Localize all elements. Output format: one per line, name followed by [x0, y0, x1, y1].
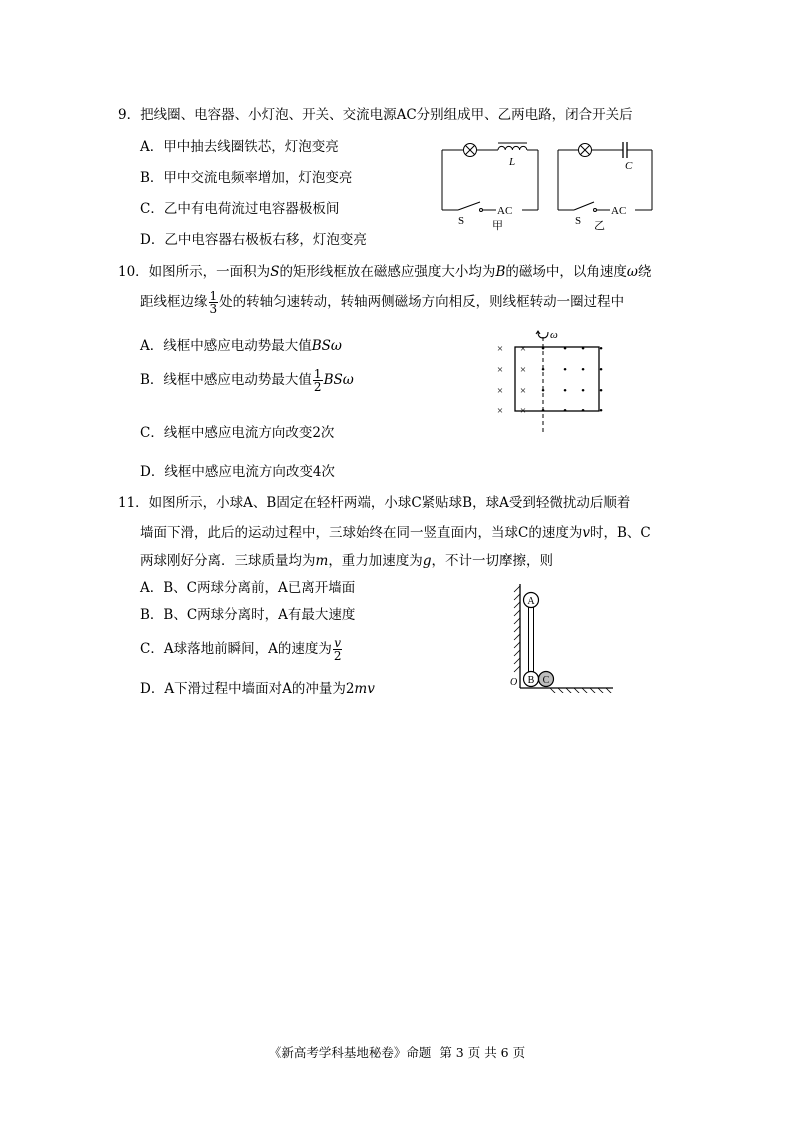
q10-stem-text: 的矩形线框放在磁感应强度大小均为 [279, 264, 496, 280]
q11-balls-wall-figure [500, 578, 620, 693]
q10-stem-text: 绕 [637, 264, 652, 280]
field-dot: • [599, 405, 603, 417]
fraction-denominator: 3 [209, 302, 218, 316]
fraction-denominator: 2 [313, 380, 322, 394]
fraction-denominator: 2 [333, 649, 342, 663]
q9-option-d: D．乙中电容器右极板右移，灯泡变亮 [140, 232, 367, 248]
q11-option-c [140, 631, 343, 667]
q10-stem-line1 [118, 260, 651, 280]
q11-mass-symbol: m [315, 553, 329, 569]
q11-stem-line2 [140, 521, 651, 541]
field-cross: × [519, 405, 527, 417]
q11-stem-text: ，不计一切摩擦，则 [431, 553, 553, 569]
ac-source-label-yi: AC [611, 205, 627, 217]
q11-stem-text: 时，B、C [589, 525, 651, 541]
field-into-page-region [497, 343, 526, 417]
switch-contact [594, 209, 597, 212]
q10-field-symbol: B [495, 264, 506, 280]
q9-stem: 9．把线圈、电容器、小灯泡、开关、交流电源AC分别组成甲、乙两电路，闭合开关后 [118, 107, 633, 123]
field-cross: × [519, 343, 527, 355]
inductor-label: L [509, 156, 516, 168]
q11-velocity-symbol: v [582, 525, 590, 541]
ac-source-label-jia: AC [497, 205, 513, 217]
field-dot: • [581, 405, 585, 417]
field-dot: • [599, 364, 603, 376]
field-cross: × [496, 405, 504, 417]
q10-stem-text: 的磁场中，以角速度 [505, 264, 627, 280]
circuit-yi [558, 150, 652, 210]
q9-option-a: A．甲中抽去线圈铁芯，灯泡变亮 [140, 139, 339, 155]
q11-stem-line1: 11．如图所示，小球A、B固定在轻杆两端，小球C紧贴球B，球A受到轻微扰动后顺着 [118, 495, 631, 511]
ball-a-label: A [527, 596, 535, 607]
q9-option-c: C．乙中有电荷流过电容器极板间 [140, 201, 340, 217]
ball-b-label: B [527, 675, 535, 686]
field-cross: × [496, 385, 504, 397]
q11-option-text: D．A下滑过程中墙面对A的冲量为2 [140, 681, 355, 697]
field-cross: × [519, 385, 527, 397]
fraction-numerator: 1 [313, 367, 322, 381]
fraction-one-half [313, 368, 323, 393]
q10-stem-text: 10．如图所示，一面积为 [118, 264, 271, 280]
q10-magnetic-field-figure [488, 327, 608, 437]
q10-area-symbol: S [270, 264, 280, 280]
lamp-icon [464, 144, 477, 157]
fraction-one-third [209, 290, 219, 315]
q11-stem-text: 两球刚好分离．三球质量均为 [140, 553, 316, 569]
floor-hatch [550, 688, 612, 693]
q10-stem-text: 距线框边缘 [140, 294, 208, 310]
field-dot: • [541, 343, 545, 355]
q11-option-a: A．B、C两球分离前，A已离开墙面 [140, 580, 356, 596]
lamp-icon [579, 144, 592, 157]
field-dot: • [563, 343, 567, 355]
field-cross: × [496, 343, 504, 355]
q10-omega-symbol: ω [626, 264, 638, 280]
q11-stem-text: ，重力加速度为 [328, 553, 423, 569]
q11-stem-line3 [140, 549, 553, 569]
switch-label-jia: S [458, 215, 465, 227]
q10-option-a [140, 334, 342, 354]
q9-circuit-figure [430, 132, 660, 237]
field-dot: • [563, 405, 567, 417]
q11-option-d [140, 677, 375, 697]
q10-option-c: C．线框中感应电流方向改变2次 [140, 425, 335, 441]
circuit-jia [442, 150, 538, 210]
light-rod [529, 606, 534, 678]
coil-frame [515, 347, 599, 411]
q11-gravity-symbol: g [422, 553, 432, 569]
fraction-numerator: v [334, 636, 342, 650]
q10-option-math: BSω [311, 338, 342, 354]
fraction-v-over-2 [333, 637, 343, 662]
field-dot: • [563, 364, 567, 376]
axis-rotation-icon [536, 331, 548, 338]
switch-label-yi: S [575, 215, 582, 227]
field-dot: • [599, 343, 603, 355]
field-dot: • [541, 385, 545, 397]
omega-label: ω [550, 329, 558, 341]
field-dot: • [599, 385, 603, 397]
field-dot: • [563, 385, 567, 397]
field-dot: • [581, 343, 585, 355]
q11-option-math: mv [354, 681, 375, 697]
field-cross: × [519, 364, 527, 376]
field-dot: • [581, 385, 585, 397]
switch-contact [480, 209, 483, 212]
capacitor-label: C [625, 160, 633, 172]
field-dot: • [581, 364, 585, 376]
q10-option-b [140, 364, 354, 396]
field-dot: • [541, 364, 545, 376]
q10-option-d: D．线框中感应电流方向改变4次 [140, 464, 335, 480]
q10-option-text: A．线框中感应电动势最大值 [140, 338, 312, 354]
ball-c-label: C [542, 675, 550, 686]
circuit-label-yi: 乙 [594, 220, 605, 232]
wall-hatch [514, 586, 520, 672]
field-cross: × [496, 364, 504, 376]
q10-option-math: BSω [323, 372, 354, 388]
q11-option-b: B．B、C两球分离时，A有最大速度 [140, 607, 356, 623]
q11-option-text: C．A球落地前瞬间，A的速度为 [140, 641, 332, 657]
origin-label: O [510, 677, 518, 688]
capacitor-icon [623, 142, 627, 158]
q10-option-text: B．线框中感应电动势最大值 [140, 372, 312, 388]
q11-stem-text: 墙面下滑，此后的运动过程中，三球始终在同一竖直面内，当球C的速度为 [140, 525, 583, 541]
fraction-numerator: 1 [209, 289, 218, 303]
q10-stem-text: 处的转轴匀速转动，转轴两侧磁场方向相反，则线框转动一圈过程中 [219, 294, 625, 310]
page-footer: 《新高考学科基地秘卷》命题 第 3 页 共 6 页 [268, 1045, 526, 1060]
field-dot: • [541, 405, 545, 417]
circuit-label-jia: 甲 [492, 220, 503, 232]
q9-option-b: B．甲中交流电频率增加，灯泡变亮 [140, 170, 353, 186]
field-out-of-page-region [541, 343, 603, 417]
q10-stem-line2 [140, 287, 624, 317]
inductor-coil-icon [498, 143, 527, 150]
